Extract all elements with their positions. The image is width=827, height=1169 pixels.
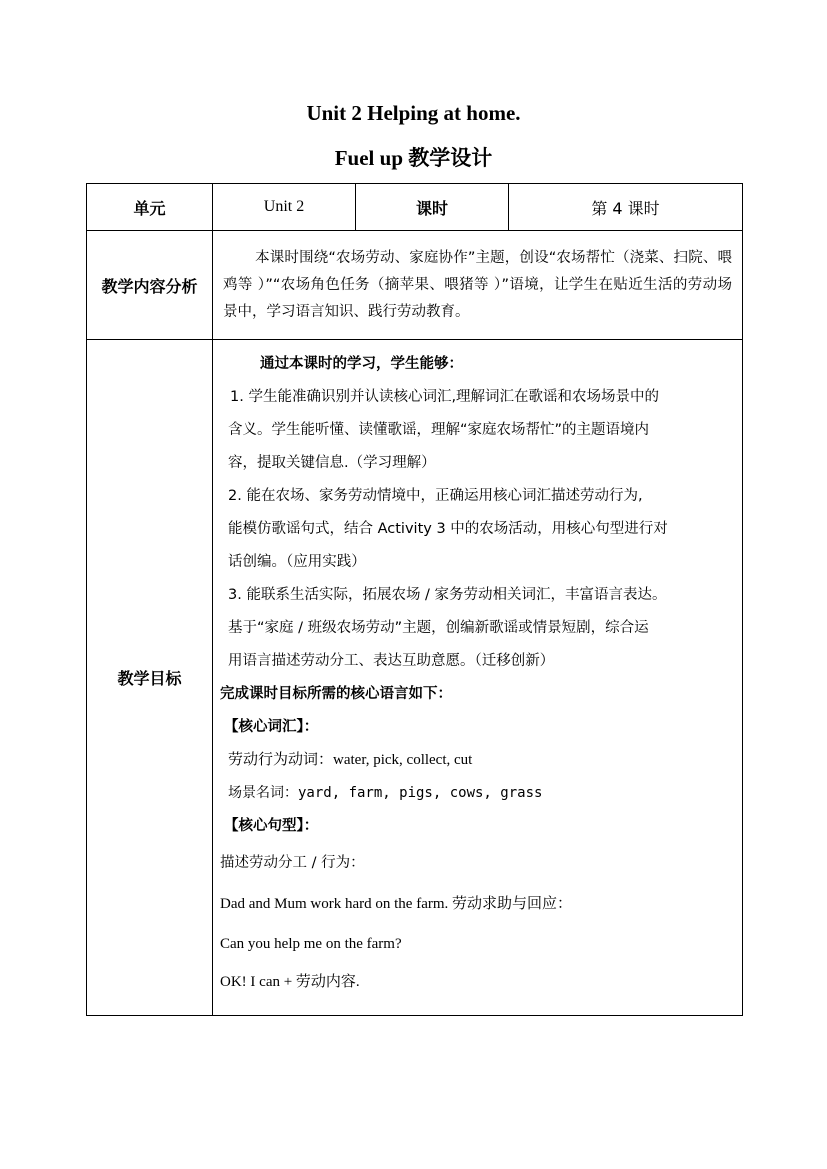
period-label: 课时	[356, 184, 509, 231]
analysis-text: 本课时围绕“农场劳动、家庭协作”主题，创设“农场帮忙（浇菜、扫院、喂鸡等 ）”“农场角色任务（摘苹果、喂猪等 ）”语境，让学生在贴近生活的劳动场景中，学习语言知识、践行劳动教育。	[223, 249, 732, 320]
goals-intro: 通过本课时的学习，学生能够：	[260, 356, 463, 372]
core-language-heading: 完成课时目标所需的核心语言如下：	[220, 686, 452, 702]
core-sentences-heading: 【核心句型】：	[224, 818, 319, 834]
goal-line: 3. 能联系生活实际，拓展农场 / 家务劳动相关词汇，丰富语言表达。	[228, 587, 667, 603]
goals-cell	[213, 340, 743, 1016]
goal-line: 2. 能在农场、家务劳动情境中，正确运用核心词汇描述劳动行为,	[228, 488, 643, 504]
goal-line: 能模仿歌谣句式，结合 Activity 3 中的农场活动，用核心句型进行对	[228, 521, 668, 537]
goal-line: 含义。学生能听懂、读懂歌谣，理解“家庭农场帮忙”的主题语境内	[228, 422, 650, 438]
analysis-cell	[213, 231, 743, 340]
analysis-label: 教学内容分析	[87, 231, 213, 340]
vocabulary-nouns: 场景名词：yard, farm, pigs, cows, grass	[228, 785, 543, 801]
analysis-row	[87, 231, 743, 340]
sentence-example: Dad and Mum work hard on the farm. 劳动求助与回应：	[220, 896, 573, 912]
unit-value: Unit 2	[213, 184, 356, 231]
vocabulary-verbs: 劳动行为动词：water, pick, collect, cut	[228, 752, 473, 768]
document-title: Unit 2 Helping at home.	[306, 101, 521, 125]
goals-label: 教学目标	[87, 340, 213, 1016]
unit-row	[87, 184, 743, 231]
sentence-example: OK! I can + 劳动内容.	[220, 974, 360, 990]
goal-line: 用语言描述劳动分工、表达互助意愿。（迁移创新）	[228, 653, 555, 669]
document-subtitle: Fuel up 教学设计	[334, 146, 493, 170]
goals-row	[87, 340, 743, 1016]
unit-label: 单元	[87, 184, 213, 231]
lesson-plan-table	[86, 183, 743, 1016]
goal-line: 基于“家庭 / 班级农场劳动”主题，创编新歌谣或情景短剧，综合运	[228, 620, 649, 636]
sentence-category: 描述劳动分工 / 行为：	[220, 855, 365, 871]
goal-line: 1. 学生能准确识别并认读核心词汇,理解词汇在歌谣和农场场景中的	[230, 389, 660, 405]
period-value: 第 4 课时	[509, 184, 743, 231]
goal-line: 话创编。（应用实践）	[228, 554, 366, 570]
goal-line: 容，提取关键信息.（学习理解）	[228, 455, 436, 471]
sentence-example: Can you help me on the farm?	[220, 936, 402, 952]
core-vocabulary-heading: 【核心词汇】：	[224, 719, 319, 735]
